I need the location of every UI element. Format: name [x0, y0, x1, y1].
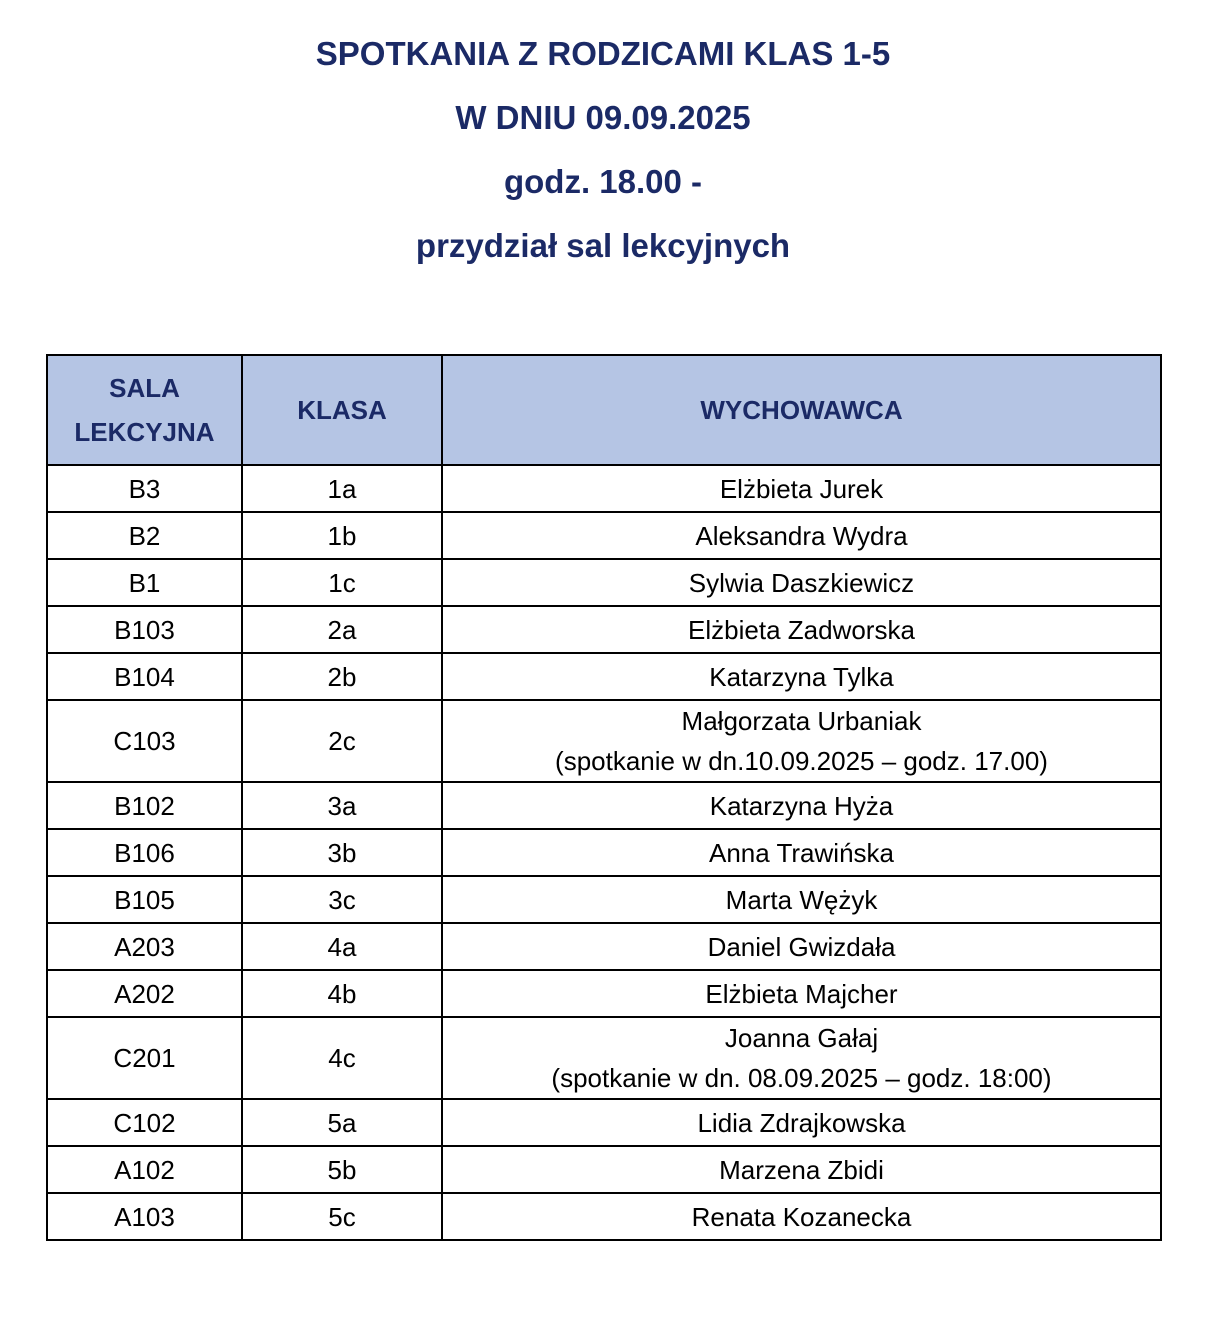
heading-line-2: W DNIU 09.09.2025	[455, 99, 751, 136]
cell-teacher	[442, 782, 1161, 829]
cell-room: B106	[47, 829, 242, 876]
teacher-name: Marzena Zbidi	[719, 1154, 884, 1185]
cell-class: 4a	[242, 923, 442, 970]
cell-class: 1b	[242, 512, 442, 559]
cell-class: 5a	[242, 1099, 442, 1146]
header-room	[47, 355, 242, 465]
cell-teacher	[442, 923, 1161, 970]
cell-teacher	[442, 876, 1161, 923]
table-row	[47, 1017, 1161, 1099]
cell-teacher	[442, 465, 1161, 512]
table-row	[47, 1099, 1161, 1146]
table-row	[47, 876, 1161, 923]
cell-class: 4b	[242, 970, 442, 1017]
cell-teacher	[442, 1099, 1161, 1146]
cell-teacher	[442, 1017, 1161, 1099]
table-row	[47, 606, 1161, 653]
cell-room: C102	[47, 1099, 242, 1146]
cell-teacher	[442, 700, 1161, 782]
teacher-name: Małgorzata Urbaniak	[681, 706, 922, 736]
cell-class: 1a	[242, 465, 442, 512]
table-row	[47, 512, 1161, 559]
header-room-line-1: SALA	[109, 373, 180, 403]
table-body	[47, 465, 1161, 1240]
cell-room: A202	[47, 970, 242, 1017]
teacher-name: Elżbieta Jurek	[719, 473, 884, 504]
cell-teacher	[442, 606, 1161, 653]
cell-room: B3	[47, 465, 242, 512]
table-row	[47, 653, 1161, 700]
cell-class: 2b	[242, 653, 442, 700]
teacher-name: Lidia Zdrajkowska	[697, 1107, 906, 1138]
teacher-name: Marta Wężyk	[725, 884, 878, 915]
cell-room: A102	[47, 1146, 242, 1193]
cell-room: B104	[47, 653, 242, 700]
header-teacher: WYCHOWAWCA	[442, 355, 1161, 465]
cell-class: 2c	[242, 700, 442, 782]
cell-room: B105	[47, 876, 242, 923]
cell-room: B103	[47, 606, 242, 653]
cell-room: A103	[47, 1193, 242, 1240]
cell-class: 4c	[242, 1017, 442, 1099]
meeting-note: (spotkanie w dn.10.09.2025 – godz. 17.00)	[555, 746, 1048, 776]
cell-room: B2	[47, 512, 242, 559]
table-row	[47, 465, 1161, 512]
teacher-name: Sylwia Daszkiewicz	[688, 567, 915, 598]
meeting-note: (spotkanie w dn. 08.09.2025 – godz. 18:00)	[551, 1063, 1052, 1093]
teacher-name: Anna Trawińska	[709, 837, 894, 868]
table-header-row	[47, 355, 1161, 465]
cell-teacher	[442, 970, 1161, 1017]
table-row	[47, 829, 1161, 876]
table-row	[47, 970, 1161, 1017]
teacher-name: Elżbieta Zadworska	[688, 614, 915, 645]
cell-class: 1c	[242, 559, 442, 606]
table-row	[47, 1146, 1161, 1193]
teacher-name: Renata Kozanecka	[691, 1201, 912, 1232]
cell-class: 3c	[242, 876, 442, 923]
teacher-name: Aleksandra Wydra	[695, 520, 908, 551]
table-row	[47, 782, 1161, 829]
heading-line-3: godz. 18.00 -	[503, 163, 703, 200]
cell-teacher	[442, 829, 1161, 876]
header-class: KLASA	[242, 355, 442, 465]
header-room-line-2: LEKCYJNA	[74, 417, 215, 447]
teacher-name: Katarzyna Tylka	[709, 661, 894, 692]
table-row	[47, 559, 1161, 606]
teacher-name: Daniel Gwizdała	[707, 931, 896, 962]
cell-class: 2a	[242, 606, 442, 653]
cell-teacher	[442, 653, 1161, 700]
cell-class: 3b	[242, 829, 442, 876]
cell-room: B1	[47, 559, 242, 606]
cell-class: 5c	[242, 1193, 442, 1240]
table-row	[47, 923, 1161, 970]
table-row	[47, 1193, 1161, 1240]
cell-room: C103	[47, 700, 242, 782]
teacher-name: Elżbieta Majcher	[705, 978, 898, 1009]
cell-teacher	[442, 1193, 1161, 1240]
cell-class: 5b	[242, 1146, 442, 1193]
cell-teacher	[442, 512, 1161, 559]
heading-line-1: SPOTKANIA Z RODZICAMI KLAS 1-5	[315, 35, 891, 72]
cell-room: A203	[47, 923, 242, 970]
document-heading	[0, 22, 1206, 278]
teacher-name: Katarzyna Hyża	[709, 790, 894, 821]
cell-room: C201	[47, 1017, 242, 1099]
cell-teacher	[442, 559, 1161, 606]
room-assignment-table	[46, 354, 1162, 1241]
teacher-name: Joanna Gałaj	[724, 1023, 879, 1053]
cell-class: 3a	[242, 782, 442, 829]
table-row	[47, 700, 1161, 782]
cell-room: B102	[47, 782, 242, 829]
heading-line-4: przydział sal lekcyjnych	[415, 227, 791, 264]
cell-teacher	[442, 1146, 1161, 1193]
